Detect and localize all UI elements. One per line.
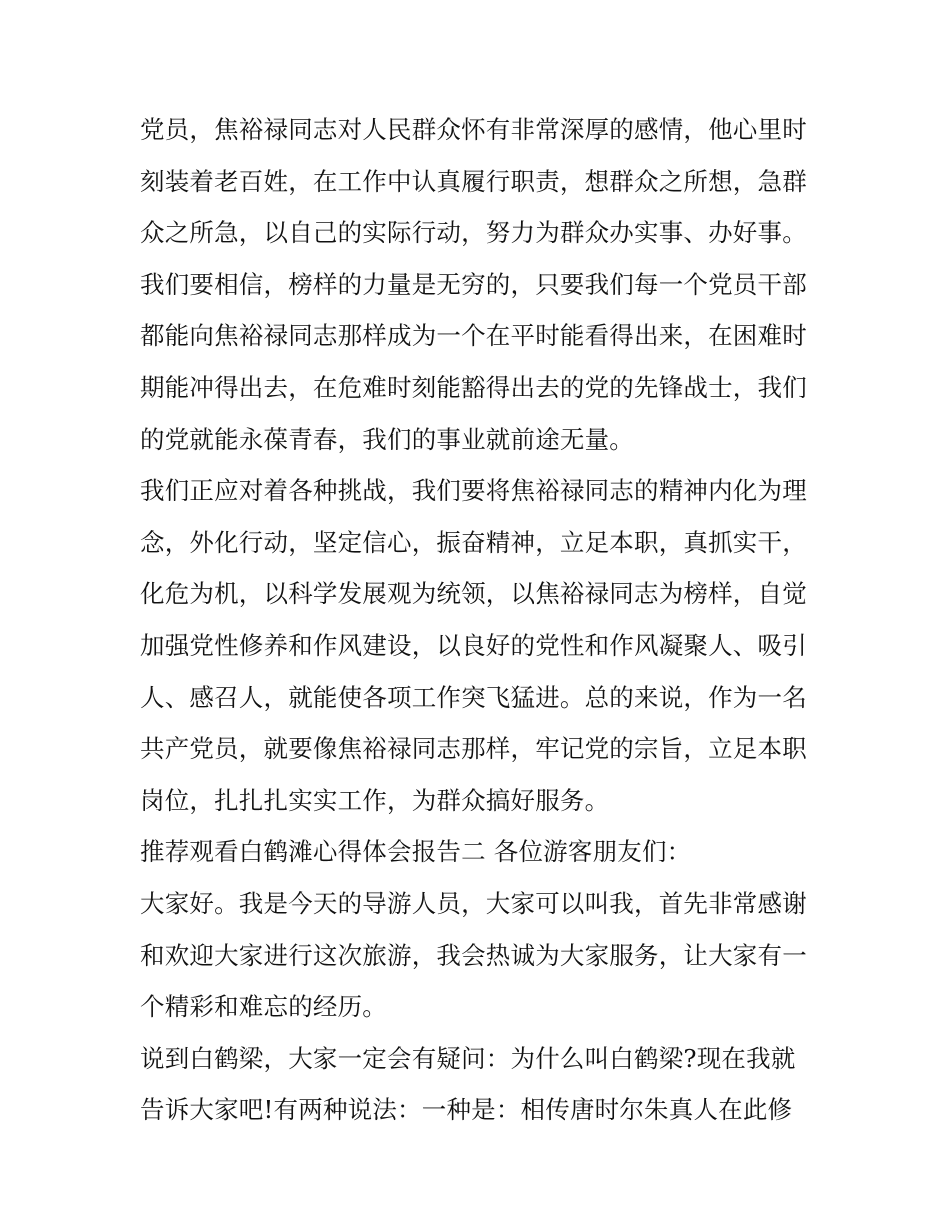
text-line: 刻装着老百姓，在工作中认真履行职责，想群众之所想，急群 bbox=[140, 166, 807, 196]
text-line: 大家好。我是今天的导游人员，大家可以叫我，首先非常感谢 bbox=[140, 888, 807, 918]
text-line: 推荐观看白鹤滩心得体会报告二 各位游客朋友们： bbox=[140, 837, 692, 867]
text-line: 和欢迎大家进行这次旅游，我会热诚为大家服务，让大家有一 bbox=[140, 940, 807, 970]
text-line: 众之所急，以自己的实际行动，努力为群众办实事、办好事。 bbox=[140, 218, 807, 248]
text-line: 的党就能永葆青春，我们的事业就前途无量。 bbox=[140, 424, 634, 454]
document-body-text bbox=[140, 104, 830, 1136]
text-line: 都能向焦裕禄同志那样成为一个在平时能看得出来，在困难时 bbox=[140, 321, 807, 351]
text-line: 加强党性修养和作风建设，以良好的党性和作风凝聚人、吸引 bbox=[140, 630, 807, 660]
text-line: 个精彩和难忘的经历。 bbox=[140, 992, 387, 1022]
text-line: 念，外化行动，坚定信心，振奋精神，立足本职，真抓实干， bbox=[140, 527, 807, 557]
text-line: 岗位，扎扎扎实实工作，为群众搞好服务。 bbox=[140, 785, 610, 815]
text-line: 我们要相信，榜样的力量是无穷的，只要我们每一个党员干部 bbox=[140, 269, 807, 299]
text-line: 人、感召人，就能使各项工作突飞猛进。总的来说，作为一名 bbox=[140, 682, 807, 712]
text-line: 说到白鹤梁，大家一定会有疑问：为什么叫白鹤梁?现在我就 bbox=[140, 1043, 796, 1073]
text-line: 告诉大家吧!有两种说法：一种是：相传唐时尔朱真人在此修 bbox=[140, 1095, 793, 1125]
text-line: 期能冲得出去，在危难时刻能豁得出去的党的先锋战士，我们 bbox=[140, 372, 807, 402]
text-line: 党员，焦裕禄同志对人民群众怀有非常深厚的感情，他心里时 bbox=[140, 115, 807, 144]
text-line: 化危为机，以科学发展观为统领，以焦裕禄同志为榜样，自觉 bbox=[140, 579, 807, 609]
text-line: 我们正应对着各种挑战，我们要将焦裕禄同志的精神内化为理 bbox=[140, 476, 807, 506]
text-line: 共产党员，就要像焦裕禄同志那样，牢记党的宗旨，立足本职 bbox=[140, 734, 807, 764]
